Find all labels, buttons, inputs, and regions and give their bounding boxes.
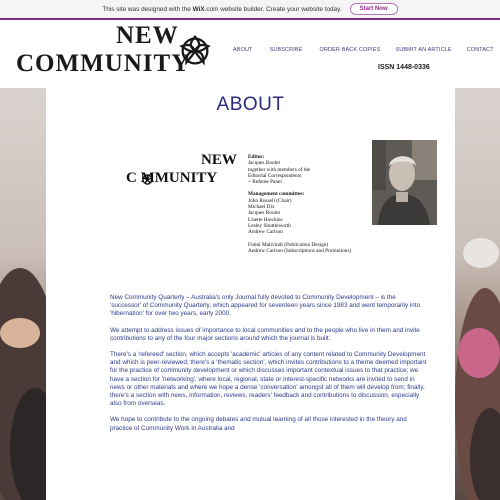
nav-about[interactable]: ABOUT [233, 47, 253, 53]
wix-banner-text: This site was designed with the WiX.com website builder. Create your website today. [102, 5, 342, 13]
masthead-credits [248, 154, 351, 254]
about-paragraph: There's a 'refereed' section, which accepts 'academic' articles of any content related to Community Development and which is peer-reviewed; there's a 'thematic section', which invites contributions to a theme deemed important for the practice of community development or which discusses important contextual issues to that practice; we have a section for 'networking', where local, regional, state or interest-specific networks are invited to send in news or other materials and where we hope a dense 'conversation' amongst all of them will develop from; finally, there's a section with news, information, reviews, readers' feedback and contributions to discussion, especially also from overseas. [110, 351, 427, 408]
committee-member: Jacques Boulet [248, 210, 280, 217]
wix-brand: WiX [192, 5, 205, 13]
logo-text-new[interactable]: NEW [116, 22, 179, 49]
about-paragraph: We hope to contribute to the ongoing debates and mutual learning of all those interested in the theory and practice of Community Work in Australia and [110, 416, 407, 432]
editor-line: together with members of the [248, 166, 311, 173]
about-body [110, 294, 428, 441]
editor-portrait-photo [372, 140, 437, 225]
committee-member: Andrew Carlson [248, 229, 283, 236]
nav-order-back-copies[interactable]: ORDER BACK COPIES [319, 47, 381, 53]
main-nav [233, 47, 494, 53]
committee-member: John Russell (Chair) [248, 197, 292, 204]
nav-subscribe[interactable]: SUBSCRIBE [269, 47, 303, 53]
editor-line: Jacques Boulet [248, 160, 280, 167]
credit-line: Andrew Carlson (Subscriptions and Promotions) [248, 247, 352, 254]
nav-contact[interactable]: CONTACT [466, 47, 494, 53]
editor-line: Editorial Correspondents [248, 172, 302, 179]
about-paragraph: We attempt to address issues of importance to local communities and to the people who live in them and invite contributions to any of the four major sections around which the journal is built. [110, 326, 420, 342]
logo-text-community[interactable]: COMMUNITY [16, 50, 191, 77]
start-now-button[interactable]: Start Now [350, 3, 398, 15]
masthead-image [123, 140, 371, 264]
issn-label: ISSN 1448-0336 [378, 64, 430, 71]
committee-member: Lisette Hawkins [248, 216, 283, 223]
knot-logo-icon[interactable] [176, 32, 214, 70]
committee-member: Lesley Shuttleworth [248, 222, 291, 229]
masthead-knot-icon [141, 173, 154, 186]
committee-heading: Management committee: [248, 191, 305, 198]
masthead-logo-community: C MMUNITY [126, 170, 218, 186]
masthead-logo-new: NEW [201, 152, 237, 168]
wix-banner [0, 0, 500, 20]
page-title: ABOUT [216, 94, 285, 115]
nav-submit-article[interactable]: SUBMIT AN ARTICLE [395, 47, 452, 53]
about-paragraph: New Community Quarterly – Australia's only Journal fully devoted to Community Development – is the 'successor' of Community Quarterly, which appeared for seventeen years since 1983 and went temporarily into 'hibernation' for over two years, early 2000. [110, 294, 421, 318]
credit-line: Fotini Malivindi (Publication Design) [248, 241, 329, 248]
content-panel [46, 88, 455, 500]
editor-line: + Referee Panel [248, 179, 282, 186]
committee-member: Michael Dix [248, 204, 275, 211]
site-header [0, 20, 500, 88]
editor-heading: Editor: [248, 154, 265, 160]
